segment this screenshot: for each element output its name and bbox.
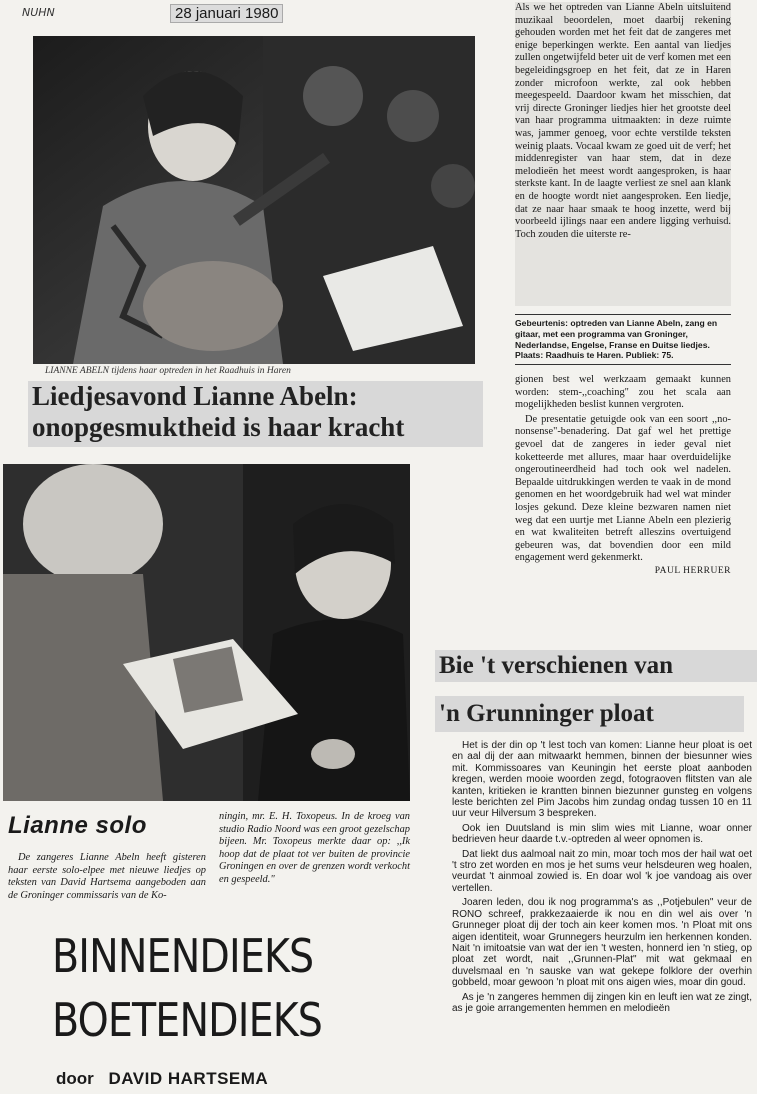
article3-body bbox=[452, 740, 752, 1094]
byline-author: DAVID HARTSEMA bbox=[108, 1069, 269, 1088]
column-title-boetendieks: BOETENDIEKS bbox=[52, 993, 323, 1047]
article1-column-top: Als we het optreden van Lianne Abeln uitsluitend muzikaal beoordelen, moet daarbij rekening gehouden worden met het feit dat de zangeres met enige beperkingen werkte. Een aantal van liedjes zullen ongetwijfeld beter uit de verf komen met een begeleidingsgroep en het feit, dat ze in Haren zonder microfoon werkte, zal ook hebben meegespeeld. Daardoor kwam het misschien, dat vrij directe Groninger liedjes hier het grootste deel van haar programma uitmaakten: in deze ruimte was, jammer genoeg, voor echte verstilde teksten weinig plaats. Vocaal kwam ze goed uit de verf; het middenregister van haar stem, dat in deze melodieën het meest wordt aangesproken, is haar sterkste kant. In de laagte verliest ze snel aan klank en de hoogte wordt niet aangesproken. Een liedje, dat ze naar haar smaak te hoog inzette, werd bij voorbeeld ijlings naar een andere ligging verhuisd. Toch zouden die uiterste re- bbox=[515, 2, 731, 306]
byline-door: door bbox=[56, 1069, 94, 1088]
record-presentation-photo-icon bbox=[3, 464, 410, 801]
handwritten-note: NUHN bbox=[22, 6, 55, 19]
photo-record-presentation bbox=[3, 464, 410, 801]
article3-para-1: Het is der din op 't lest toch van komen: Lianne heur ploat is oet en aal dij der aan mitwaarkt hemmen, binnen der biesunner wies mit. Kommissoares van Keuningin het eerste ploat aanboden kregen, werden mooie woorden zegd, fotograoven flitsten van ale kanten, kritieken ie krantten binnen biezunner gunsteg en volgens leste berichten zel Pim Jacobs him zundag ondag tussen 10 en 11 uur veur Hilversum 3 bespreken. bbox=[452, 740, 752, 820]
article1-column-continued bbox=[515, 374, 731, 578]
guitar-player-photo-icon bbox=[33, 36, 475, 364]
photo1-caption: LIANNE ABELN tijdens haar optreden in het Raadhuis in Haren bbox=[45, 366, 291, 376]
column-title-binnendieks: BINNENDIEKS bbox=[52, 929, 314, 983]
article1-info-box: Gebeurtenis: optreden van Lianne Abeln, zang en gitaar, met een programma van Groninger, Nederlandse, Engelse, Franse en Duitse liedjes. Plaats: Raadhuis te Haren. Publiek: 75. bbox=[515, 314, 731, 365]
article3-headline-line1: Bie 't verschienen van bbox=[435, 650, 757, 682]
article1-headline-line1: Liedjesavond Lianne Abeln: bbox=[32, 381, 358, 411]
article1-continued-para-1: gionen best wel werkzaam gemaakt kunnen worden: stem-,,coaching" zou het scala aan mogelijkheden beslist kunnen vergroten. bbox=[515, 374, 731, 411]
article2-col1: De zangeres Lianne Abeln heeft gisteren haar eerste solo-elpee met nieuwe liedjes op teksten van David Hartsema aangeboden aan de Groninger commissaris van de Ko- bbox=[8, 852, 206, 901]
article2-col2: ningin, mr. E. H. Toxopeus. In de kroeg van studio Radio Noord was een groot gezelschap bijeen. Mr. Toxopeus merkte daar op: ,,Ik hoop dat de plaat tot ver buiten de provincie Groningen en over de grenzen wordt verkocht en gespeeld." bbox=[219, 811, 410, 885]
column-byline bbox=[56, 1069, 268, 1089]
article3-para-2: Ook ien Duutsland is min slim wies mit Lianne, woar onner bedrieven heur daarde t.v.-optreden al weer opnomen is. bbox=[452, 822, 752, 846]
article1-continued-para-2: De presentatie getuigde ook van een soort ,,no-nonsense"-benadering. Dat gaf wel het prettige gevoel dat de zangeres in ieder geval niet koketteerde met allures, maar haar overduidelijke ongeroutineerdheid had toch ook wel nadelen. Bepaalde uitdrukkingen werden te vaak in de mond genomen en het woordgebruik had wel wat minder losjes gekund. Deze kleine bezwaren namen niet weg dat een uurtje met Lianne Abeln een plezierig en wat kwaliteiten betreft alleszins overtuigend gebeuren was, dat bovendien door een mild engagement werd gekenmerkt. bbox=[515, 413, 731, 564]
article1-author: PAUL HERRUER bbox=[654, 565, 731, 576]
article1-headline bbox=[28, 381, 483, 447]
article2-headline: Lianne solo bbox=[8, 812, 147, 839]
article3-para-5: As je 'n zangeres hemmen dij zingen kin en leuft ien wat ze zingt, as je goie arrangementen hemmen en melodieën bbox=[452, 991, 752, 1014]
date-label: 28 januari 1980 bbox=[170, 4, 283, 23]
article3-para-3: Dat liekt dus aalmoal nait zo min, moar toch mos der hail wat oet 't stro zet worden en mos je het sums veur helsdeuren weg hoalen, veurdat 't ainmoal zowied is. En doar wol 'k joe vandoag ais over vertellen. bbox=[452, 848, 752, 894]
article3-headline-line2: 'n Grunninger ploat bbox=[435, 696, 744, 732]
article1-headline-line2: onopgesmuktheid is haar kracht bbox=[32, 412, 405, 442]
photo-guitar-player bbox=[33, 36, 475, 364]
article3-para-4: Joaren leden, dou ik nog programma's as ,,Potjebulen" veur de RONO schreef, prakkezaaierde ik nou en din wel ais over 'n Grunneger ploat dij der toch ain keer komen mos. 'n Ploat mit ons aigen identiteit, woar Grunnegers heurzulm ien herkennen konden. Nait 'n imitoatsie van wat der ien 't westen, honnerd ien 'n stieg, op ploat zet wordt, nait ,,Grunnen-Plat" mit wat gekmaal en duvelsmaal en 'n sauske van wat gekepe folklore der overhin gobbeld, moar gewoon 'n ploat mit ons aigen wies, moar din goud. bbox=[452, 897, 752, 989]
